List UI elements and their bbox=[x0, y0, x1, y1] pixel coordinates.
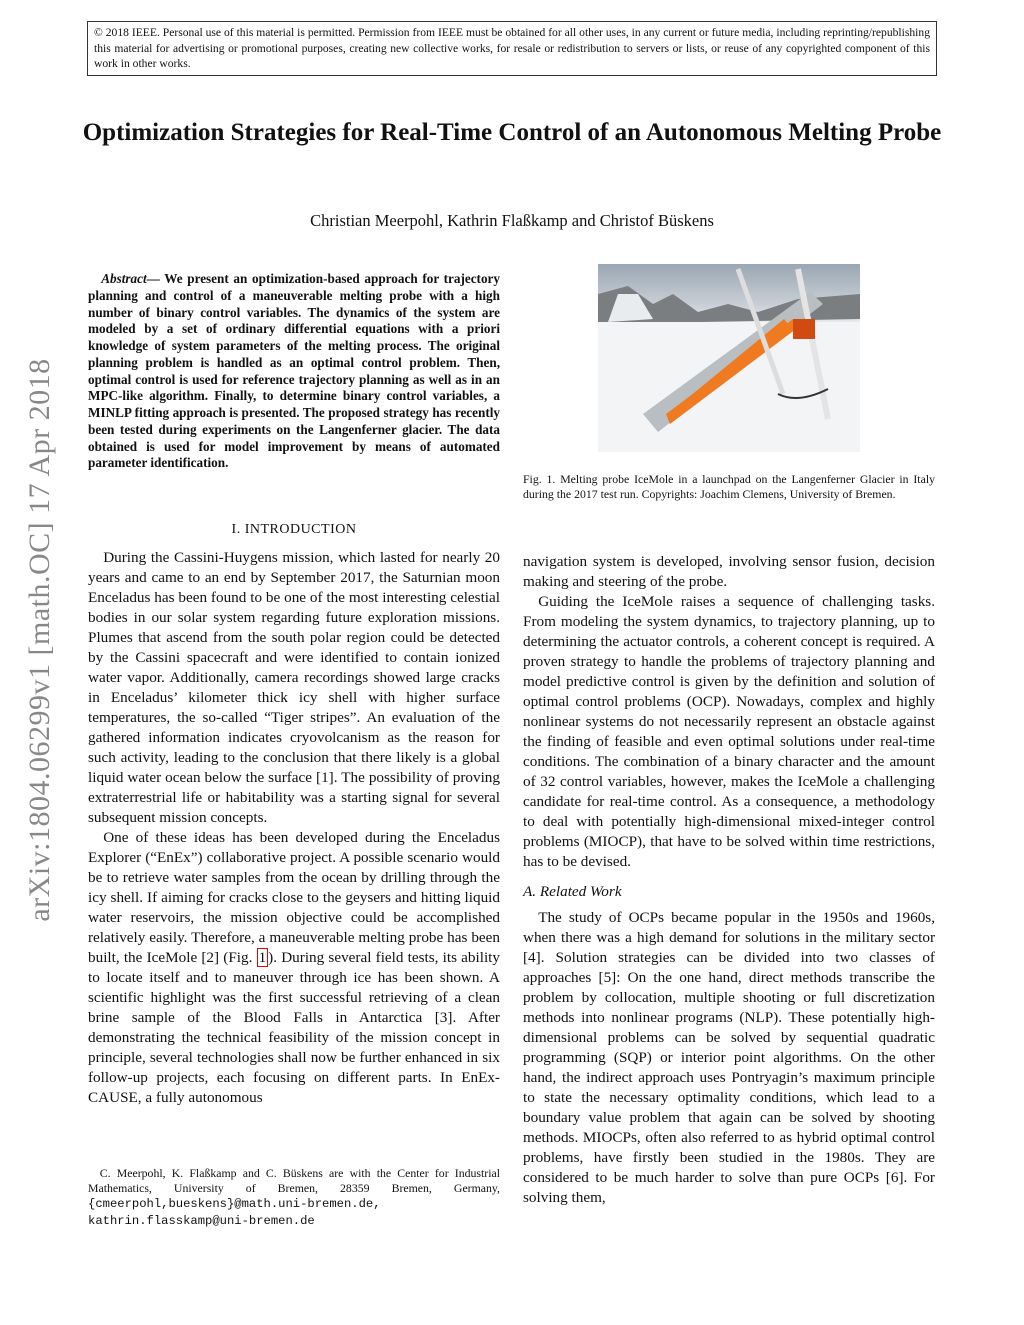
footnote-text: C. Meerpohl, K. Flaßkamp and C. Büskens are with the Center for Industrial Mathematics, University of Bremen, 28359 Bremen, Germany, bbox=[88, 1166, 500, 1196]
paragraph: Guiding the IceMole raises a sequence of challenging tasks. From modeling the system dynamics, to trajectory planning, up to determining the actuator controls, a coherent concept is required. A proven strategy to handle the problems of trajectory planning and model predictive control is given by the definition and solution of optimal control problems (OCP). Nowadays, complex and highly nonlinear systems do not necessarily represent an obstacle against the finding of feasible and even optimal solutions under real-time conditions. The combination of a binary character and the amount of 32 control variables, however, makes the IceMole a challenging candidate for real-time control. As a consequence, a methodology to deal with potentially high-dimensional mixed-integer control problems (MIOCP), that have to be solved within time restrictions, has to be devised. bbox=[523, 593, 935, 870]
paragraph: During the Cassini-Huygens mission, which lasted for nearly 20 years and came to an end by September 2017, the Saturnian moon Enceladus has been found to be one of the most interesting celestial bodies in our solar system regarding future exploration missions. Plumes that ascend from the south polar region could be detected by the Cassini spacecraft and were identified to contain ionized water vapor. Additionally, camera recordings showed large cracks in Enceladus’ kilometer thick icy shell with higher surface temperatures, the so-called “Tiger stripes”. An evaluation of the gathered information indicates cryovolcanism as the reason for such activity, leading to the conclusion that there likely is a global liquid water ocean below the surface [1]. The possibility of proving extraterrestrial life or habitability was a starting signal for several subsequent mission concepts. bbox=[88, 549, 500, 826]
email-link[interactable]: {cmeerpohl,bueskens}@math.uni-bremen.de, bbox=[88, 1197, 381, 1212]
section-heading-introduction: I. INTRODUCTION bbox=[231, 522, 357, 537]
authors: Christian Meerpohl, Kathrin Flaßkamp and Christof Büskens bbox=[310, 211, 714, 230]
abstract bbox=[88, 271, 500, 472]
paper-title: Optimization Strategies for Real-Time Control of an Autonomous Melting Probe bbox=[82, 119, 942, 146]
paragraph bbox=[88, 828, 500, 1108]
abstract-text: — We present an optimization-based approach for trajectory planning and control of a maneuverable melting probe with a high number of binary control variables. The dynamics of the system are modeled by a set of ordinary differential equations with a priori knowledge of system parameters of the melting process. The original planning problem is handled as an optimal control problem. Then, optimal control is used for reference trajectory planning as well as in an MPC-like algorithm. Finally, to determine binary control variables, a MINLP fitting approach is presented. The proposed strategy has recently been tested during experiments on the Langenferner glacier. The data obtained is used for model improvement by means of automated parameter identification. bbox=[88, 271, 500, 471]
paragraph: navigation system is developed, involving sensor fusion, decision making and steering of the probe. bbox=[523, 553, 935, 590]
right-column-body bbox=[523, 552, 935, 1208]
email-link[interactable]: kathrin.flasskamp@uni-bremen.de bbox=[88, 1213, 315, 1228]
abstract-label: Abstract bbox=[101, 271, 147, 286]
figure-reference-link[interactable]: 1 bbox=[258, 949, 267, 966]
copyright-notice: © 2018 IEEE. Personal use of this material is permitted. Permission from IEEE must be obtained for all other uses, in any current or future media, including reprinting/republishing this material for advertising or promotional purposes, creating new collective works, for resale or redistribution to servers or lists, or reuse of any copyrighted component of this work in other works. bbox=[87, 21, 937, 76]
figure-melting-probe-photo bbox=[598, 264, 860, 452]
paragraph-text: ). During several field tests, its ability to locate itself and to maneuver through ice has been shown. A scientific highlight was the first successful retrieving of a clean brine sample of the Blood Falls in Antarctica [3]. After demonstrating the technical feasibility of the mission concept in principle, several technologies shall now be further enhanced in six follow-up projects, each focusing on different parts. In EnEx-CAUSE, a fully autonomous bbox=[88, 949, 500, 1106]
paragraph-text: One of these ideas has been developed during the Enceladus Explorer (“EnEx”) collaborative project. A possible scenario would be to retrieve water samples from the ocean by drilling through the icy shell. If aiming for cracks close to the geysers and hitting liquid water reservoirs, the mission objective could be accomplished relatively easily. Therefore, a maneuverable melting probe has been built, the IceMole [2] (Fig. bbox=[88, 829, 500, 966]
figure-caption: Fig. 1. Melting probe IceMole in a launchpad on the Langenferner Glacier in Italy during the 2017 test run. Copyrights: Joachim Clemens, University of Bremen. bbox=[523, 472, 935, 502]
footnote bbox=[88, 1166, 500, 1229]
left-column-body bbox=[88, 548, 500, 1108]
paragraph: The study of OCPs became popular in the 1950s and 1960s, when there was a high demand for solutions in the military sector [4]. Solution strategies can be divided into two classes of approaches [5]: On the one hand, direct methods transcribe the problem by collocation, multiple shooting or full discretization methods into nonlinear programs (NLP). These potentially high-dimensional problems can be solved by sequential quadratic programming (SQP) or interior point algorithms. On the other hand, the indirect approach uses Pontryagin’s maximum principle to state the necessary optimality conditions, which lead to a boundary value problem that again can be solved by shooting methods. MIOCPs, often also referred to as hybrid optimal control problems, have firstly been studied in the 1980s. They are considered to be much harder to solve than pure OCPs [6]. For solving them, bbox=[523, 909, 935, 1206]
arxiv-stamp: arXiv:1804.06299v1 [math.OC] 17 Apr 2018 bbox=[23, 358, 56, 922]
subsection-heading-related-work: A. Related Work bbox=[523, 883, 622, 900]
